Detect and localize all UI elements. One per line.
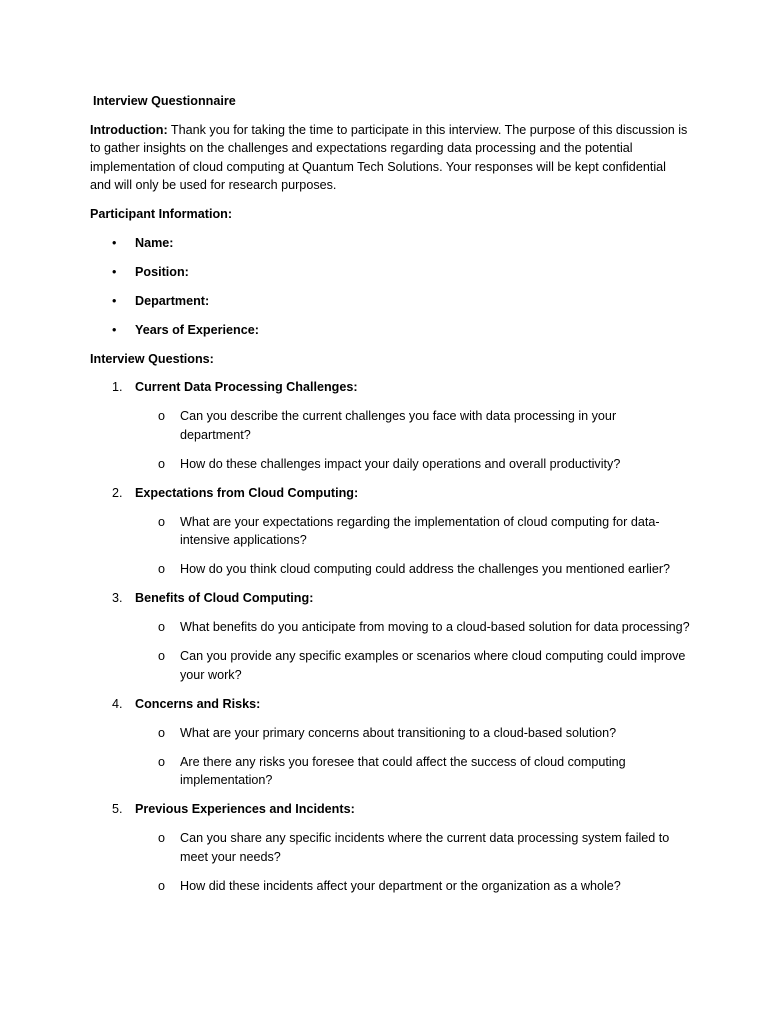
question-section	[90, 800, 690, 895]
question-text: Can you describe the current challenges you face with data processing in your department?	[180, 409, 617, 442]
section-number: 1.	[112, 380, 123, 395]
question-item	[90, 829, 690, 866]
section-question-list	[90, 724, 690, 790]
circle-bullet-icon: o	[158, 456, 166, 471]
bullet-icon: •	[112, 235, 117, 250]
circle-bullet-icon: o	[158, 725, 166, 740]
bullet-icon: •	[112, 293, 117, 308]
question-item	[90, 560, 690, 579]
question-section	[90, 695, 690, 790]
circle-bullet-icon: o	[158, 562, 166, 577]
circle-bullet-icon: o	[158, 649, 166, 664]
section-number: 2.	[112, 485, 123, 500]
section-question-list	[90, 829, 690, 895]
section-heading	[90, 695, 690, 714]
participant-field-label: Position:	[135, 264, 189, 279]
introduction-paragraph	[90, 121, 690, 195]
section-heading	[90, 589, 690, 608]
section-title: Concerns and Risks:	[135, 696, 261, 711]
section-number: 4.	[112, 696, 123, 711]
question-section	[90, 589, 690, 684]
participant-info-heading: Participant Information:	[90, 206, 233, 221]
section-heading	[90, 378, 690, 397]
participant-info-list	[90, 234, 690, 340]
section-question-list	[90, 513, 690, 579]
interview-questions-list	[90, 378, 690, 895]
circle-bullet-icon: o	[158, 878, 166, 893]
question-text: How did these incidents affect your department or the organization as a whole?	[180, 878, 621, 893]
section-heading	[90, 800, 690, 819]
question-text: What are your expectations regarding the implementation of cloud computing for data-intensive applications?	[180, 514, 660, 548]
participant-field-label: Name:	[135, 235, 174, 250]
question-item	[90, 877, 690, 896]
bullet-icon: •	[112, 322, 117, 337]
document-title: Interview Questionnaire	[93, 94, 236, 108]
question-item	[90, 513, 690, 550]
section-number: 3.	[112, 591, 123, 606]
circle-bullet-icon: o	[158, 754, 166, 769]
circle-bullet-icon: o	[158, 409, 166, 424]
question-text: How do you think cloud computing could address the challenges you mentioned earlier?	[180, 562, 671, 577]
participant-field-label: Years of Experience:	[135, 322, 259, 337]
circle-bullet-icon: o	[158, 620, 166, 635]
section-title: Expectations from Cloud Computing:	[135, 485, 359, 500]
section-number: 5.	[112, 802, 123, 817]
question-section	[90, 484, 690, 579]
section-question-list	[90, 407, 690, 473]
bullet-icon: •	[112, 264, 117, 279]
introduction-label: Introduction:	[90, 122, 168, 137]
participant-field-position	[90, 263, 690, 282]
question-item	[90, 618, 690, 637]
introduction-text: Thank you for taking the time to participate in this interview. The purpose of this discussion is to gather insights on the challenges and expectations regarding data processing and the potential implementation of cloud computing at Quantum Tech Solutions. Your responses will be kept confidential and will only be used for research purposes.	[90, 122, 688, 193]
participant-field-name	[90, 234, 690, 253]
question-text: Can you provide any specific examples or scenarios where cloud computing could improve your work?	[180, 649, 686, 682]
question-item	[90, 407, 690, 444]
question-section	[90, 378, 690, 473]
section-question-list	[90, 618, 690, 684]
circle-bullet-icon: o	[158, 514, 166, 529]
participant-field-experience	[90, 321, 690, 340]
question-item	[90, 724, 690, 743]
question-item	[90, 753, 690, 790]
question-text: What benefits do you anticipate from moving to a cloud-based solution for data processing?	[180, 620, 690, 635]
question-item	[90, 647, 690, 684]
circle-bullet-icon: o	[158, 831, 166, 846]
question-text: Are there any risks you foresee that could affect the success of cloud computing implementation?	[180, 754, 626, 788]
participant-field-department	[90, 292, 690, 311]
section-title: Benefits of Cloud Computing:	[135, 591, 314, 606]
question-text: How do these challenges impact your daily operations and overall productivity?	[180, 456, 621, 471]
interview-questions-heading: Interview Questions:	[90, 351, 214, 366]
document-body	[90, 92, 690, 906]
section-heading	[90, 484, 690, 503]
participant-field-label: Department:	[135, 293, 210, 308]
question-item	[90, 455, 690, 474]
section-title: Previous Experiences and Incidents:	[135, 802, 355, 817]
section-title: Current Data Processing Challenges:	[135, 380, 358, 395]
question-text: What are your primary concerns about transitioning to a cloud-based solution?	[180, 725, 617, 740]
question-text: Can you share any specific incidents where the current data processing system failed to meet your needs?	[180, 831, 670, 864]
